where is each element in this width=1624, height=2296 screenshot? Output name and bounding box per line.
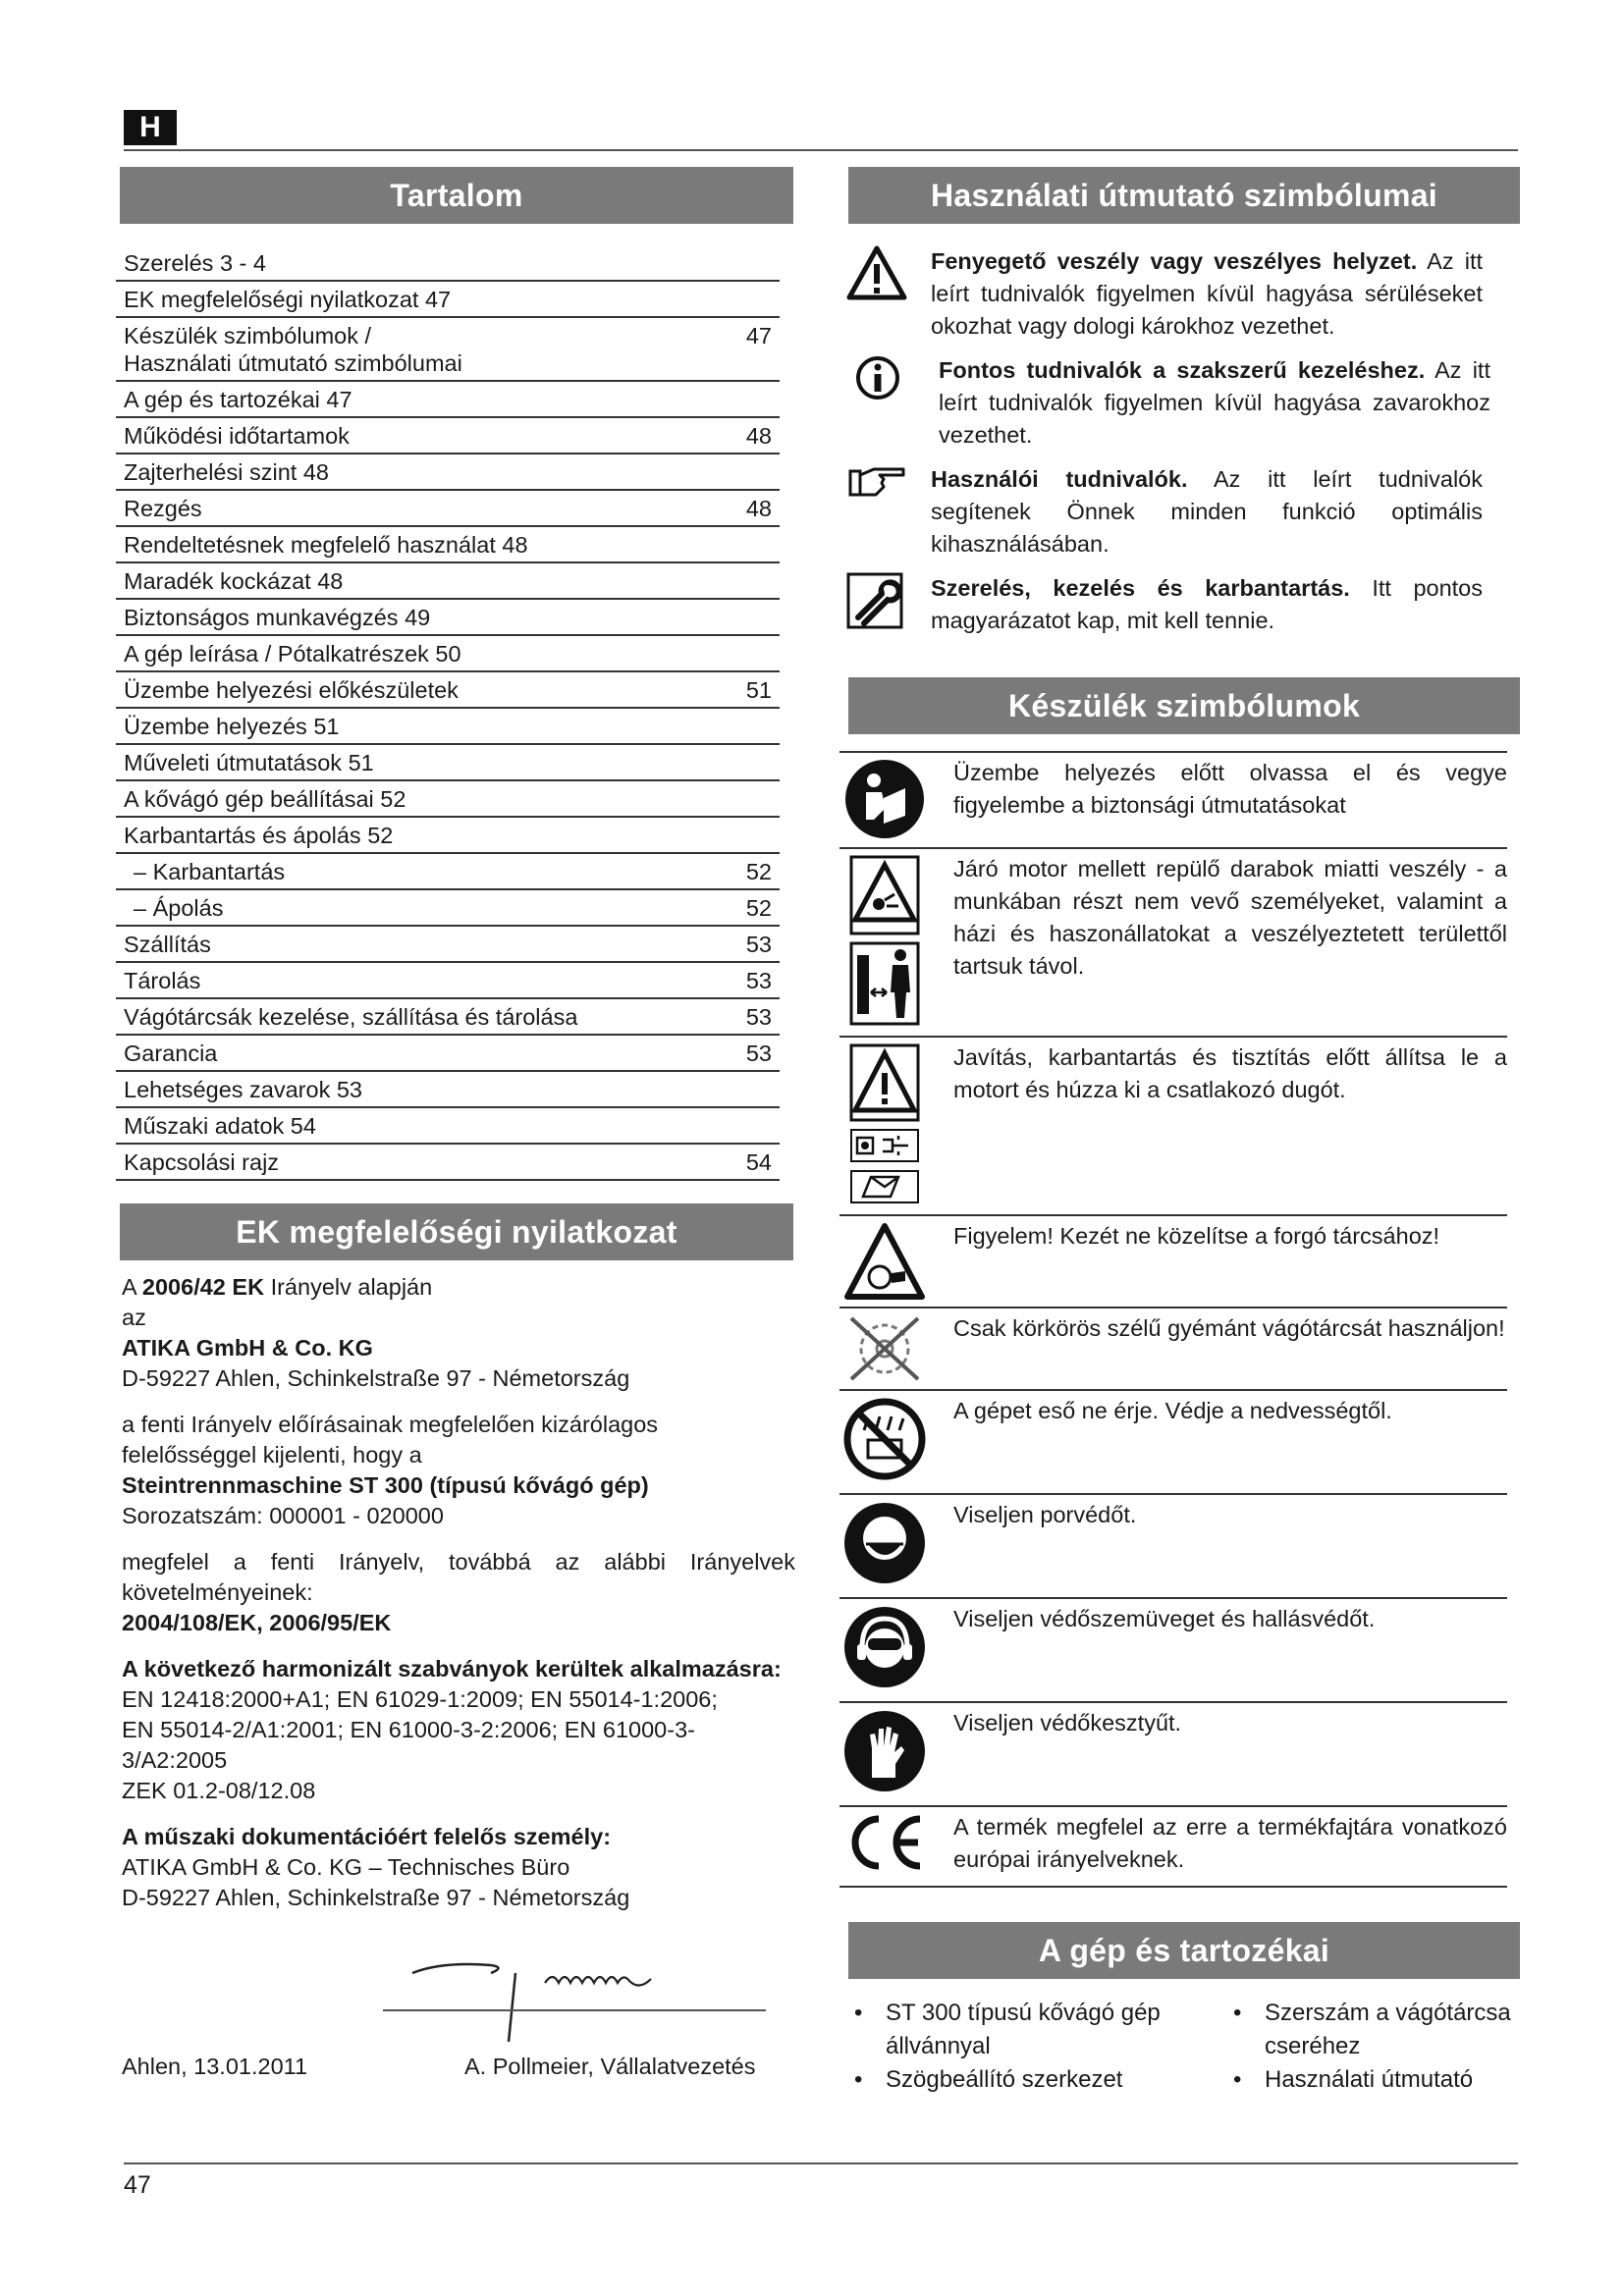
- toc-entry-label: Biztonságos munkavégzés 49: [124, 605, 431, 630]
- toc-row: [116, 636, 780, 672]
- toc-row: [116, 1036, 780, 1072]
- toc-entry-label: Karbantartás és ápolás 52: [124, 823, 394, 848]
- toc-row: [116, 927, 780, 963]
- device-symbols-title: Készülék szimbólumok: [848, 677, 1520, 734]
- keep-distance-icon: [849, 941, 920, 1026]
- toc-row: [116, 491, 780, 527]
- hint-maintenance: Szerelés, kezelés és karbantartás. Itt pontos magyarázatot kap, mit kell tennie.: [846, 572, 1520, 637]
- toc-row: [116, 890, 780, 927]
- toc-entry-label: Használati útmutató szimbólumai: [124, 350, 462, 376]
- toc-page-number: 52: [745, 859, 772, 884]
- list-item: • Szögbeállító szerkezet: [846, 2063, 1210, 2097]
- declaration-title: EK megfelelőségi nyilatkozat: [120, 1203, 793, 1260]
- toc-row: [116, 245, 780, 282]
- table-row: A gépet eső ne érje. Védje a nedvességtől.: [839, 1391, 1507, 1495]
- ce-mark-icon: [843, 1813, 926, 1872]
- toc-page-number: 48: [745, 423, 772, 449]
- manual-symbols-list: [846, 245, 1520, 637]
- toc-entry-label: Tárolás: [124, 968, 201, 993]
- table-row: Javítás, karbantartás és tisztítás előtt állítsa le a motort és húzza ki a csatlakozó dugót.: [839, 1038, 1507, 1216]
- company-name: ATIKA GmbH & Co. KG: [122, 1335, 373, 1361]
- toc-entry-label: Lehetséges zavarok 53: [124, 1077, 362, 1102]
- toc-entry-label: Szállítás: [124, 932, 211, 957]
- toc-page-number: 51: [745, 677, 772, 703]
- toc-page-number: 52: [745, 895, 772, 921]
- toc-row: [116, 745, 780, 781]
- toc-entry-label: – Ápolás: [134, 895, 224, 921]
- table-row: Viseljen védőkesztyűt.: [839, 1703, 1507, 1807]
- table-row: Figyelem! Kezét ne közelítse a forgó tárcsához!: [839, 1216, 1507, 1308]
- toc-row: [116, 963, 780, 999]
- table-row: Csak körkörös szélű gyémánt vágótárcsát használjon!: [839, 1308, 1507, 1391]
- toc-entry-label: Zajterhelési szint 48: [124, 459, 329, 485]
- toc-title: Tartalom: [120, 167, 793, 224]
- page-number: 47: [124, 2171, 151, 2199]
- toc-row: [116, 999, 780, 1036]
- pointing-hand-icon: [846, 463, 911, 504]
- toc-row: [116, 600, 780, 636]
- toc-row: [116, 1072, 780, 1108]
- toc-row: [116, 1108, 780, 1145]
- flying-debris-warning-icon: [849, 855, 920, 935]
- toc-entry-label: A kővágó gép beállításai 52: [124, 786, 406, 812]
- declaration-body: A 2006/42 EK Irányelv alapján az ATIKA GmbH & Co. KG D-59227 Ahlen, Schinkelstraße 97 - Németország a fenti Irányelv előírásainak megfelelően kizárólagos felelősséggel kijelenti, hogy a Steintrennmaschine ST 300 (típusú kővágó gép) Sorozatszám: 000001 - 020000 megfelel a fenti Irányelv, továbbá az alábbi Irányelvek követelményeinek: 2004/108/EK, 2006/95/EK A következő harmonizált szabványok kerültek alkalmazásra: EN 12418:2000+A1; EN 61029-1:2009; EN 55014-1:2006; EN 55014-2/A1:2001; EN 61000-3-2:2006; EN 61000-3-3/A2:2005 ZEK 01.2-08/12.08 A műszaki dokumentációért felelős személy: ATIKA GmbH & Co. KG – Technisches Büro D-59227 Ahlen, Schinkelstraße 97 - Németország: [122, 1274, 795, 1910]
- list-item: • ST 300 típusú kővágó gép állvánnyal: [846, 1997, 1210, 2063]
- toc-page-number: 48: [745, 496, 772, 521]
- table-row: A termék megfelel az erre a termékfajtára vonatkozó európai irányelveknek.: [839, 1807, 1507, 1888]
- toc-row: [116, 818, 780, 854]
- toc-row: [116, 672, 780, 709]
- manual-symbols-title: Használati útmutató szimbólumai: [848, 167, 1520, 224]
- toc-entry-label: Kapcsolási rajz: [124, 1149, 280, 1175]
- toc-row: [116, 282, 780, 318]
- toc-entry-label: Vágótárcsák kezelése, szállítása és tárolása: [124, 1004, 578, 1030]
- toc-entry-label: Rezgés: [124, 496, 202, 521]
- manual-book-icon: [849, 1169, 920, 1204]
- toc-page-number: 53: [745, 968, 772, 993]
- table-of-contents: [116, 245, 780, 1181]
- toc-row: [116, 781, 780, 818]
- toc-entry-label: – Karbantartás: [134, 859, 286, 884]
- wrench-icon: [846, 572, 911, 634]
- toothed-disc-prohibited-icon: [845, 1314, 924, 1383]
- toc-entry-label: Üzembe helyezési előkészületek: [124, 677, 459, 703]
- hint-danger: Fenyegető veszély vagy veszélyes helyzet. Az itt leírt tudnivalók figyelmen kívül hagyása sérüléseket okozhat vagy dologi károkhoz vezethet.: [846, 245, 1520, 343]
- no-rain-icon: [842, 1397, 927, 1481]
- toc-entry-label: Garancia: [124, 1041, 218, 1066]
- table-row: Járó motor mellett repülő darabok miatti veszély - a munkában részt nem vevő személyeket, valamint a házi és haszonállatokat a veszélyeztetett területtől tartsuk távol.: [839, 849, 1507, 1038]
- toc-page-number: 53: [745, 932, 772, 957]
- toc-entry-label: Szerelés 3 - 4: [124, 250, 266, 276]
- toc-entry-label: EK megfelelőségi nyilatkozat 47: [124, 287, 452, 312]
- hint-info: Fontos tudnivalók a szakszerű kezeléshez. Az itt leírt tudnivalók figyelmen kívül hagyása zavarokhoz vezethet.: [846, 354, 1520, 452]
- toc-row: [116, 527, 780, 563]
- toc-row: [116, 454, 780, 491]
- language-badge: H: [124, 110, 177, 145]
- unplug-icon: [849, 1128, 920, 1163]
- toc-entry-label: Üzembe helyezés 51: [124, 714, 340, 739]
- signatory: A. Pollmeier, Vállalatvezetés: [464, 2054, 756, 2079]
- toc-page-number: 47: [745, 323, 772, 348]
- hand-blade-warning-icon: [844, 1222, 925, 1301]
- place-date: Ahlen, 13.01.2011: [122, 2054, 308, 2079]
- hint-user: Használói tudnivalók. Az itt leírt tudnivalók segítenek Önnek minden funkció optimális kihasználásában.: [846, 463, 1520, 561]
- toc-row: [116, 563, 780, 600]
- toc-entry-label: Műszaki adatok 54: [124, 1113, 316, 1139]
- device-symbols-table: [839, 751, 1507, 1888]
- footer-rule: [124, 2163, 1518, 2164]
- signature-image: [373, 1944, 785, 2052]
- toc-entry-label: Rendeltetésnek megfelelő használat 48: [124, 532, 528, 558]
- accessories-title: A gép és tartozékai: [848, 1922, 1520, 1979]
- toc-entry-label: A gép leírása / Pótalkatrészek 50: [124, 641, 461, 667]
- product-name: Steintrennmaschine ST 300 (típusú kővágó gép): [122, 1472, 649, 1498]
- dust-mask-icon: [842, 1501, 927, 1585]
- toc-page-number: 54: [745, 1149, 772, 1175]
- toc-row: [116, 318, 780, 382]
- toc-entry-label: Maradék kockázat 48: [124, 568, 344, 594]
- info-icon: [846, 354, 919, 406]
- gloves-icon: [842, 1709, 927, 1793]
- warning-triangle-icon: [849, 1043, 920, 1122]
- header-rule: [124, 149, 1518, 151]
- toc-row: [116, 1145, 780, 1181]
- toc-row: [116, 709, 780, 745]
- toc-page-number: 53: [745, 1004, 772, 1030]
- read-manual-icon: [844, 759, 925, 839]
- warning-triangle-icon: [846, 245, 911, 305]
- list-item: • Szerszám a vágótárcsa cseréhez: [1225, 1997, 1520, 2063]
- accessories-list: [846, 1997, 1524, 2097]
- list-item: • Használati útmutató: [1225, 2063, 1520, 2097]
- goggles-ear-protection-icon: [842, 1605, 927, 1689]
- toc-entry-label: Készülék szimbólumok /: [124, 323, 372, 348]
- toc-entry-label: A gép és tartozékai 47: [124, 387, 352, 412]
- toc-page-number: 53: [745, 1041, 772, 1066]
- toc-row: [116, 418, 780, 454]
- toc-row: [116, 382, 780, 418]
- toc-entry-label: Működési időtartamok: [124, 423, 350, 449]
- toc-entry-label: Műveleti útmutatások 51: [124, 750, 374, 775]
- table-row: Üzembe helyezés előtt olvassa el és vegye figyelembe a biztonsági útmutatásokat: [839, 753, 1507, 849]
- toc-row: [116, 854, 780, 890]
- table-row: Viseljen védőszemüveget és hallásvédőt.: [839, 1599, 1507, 1703]
- table-row: Viseljen porvédőt.: [839, 1495, 1507, 1599]
